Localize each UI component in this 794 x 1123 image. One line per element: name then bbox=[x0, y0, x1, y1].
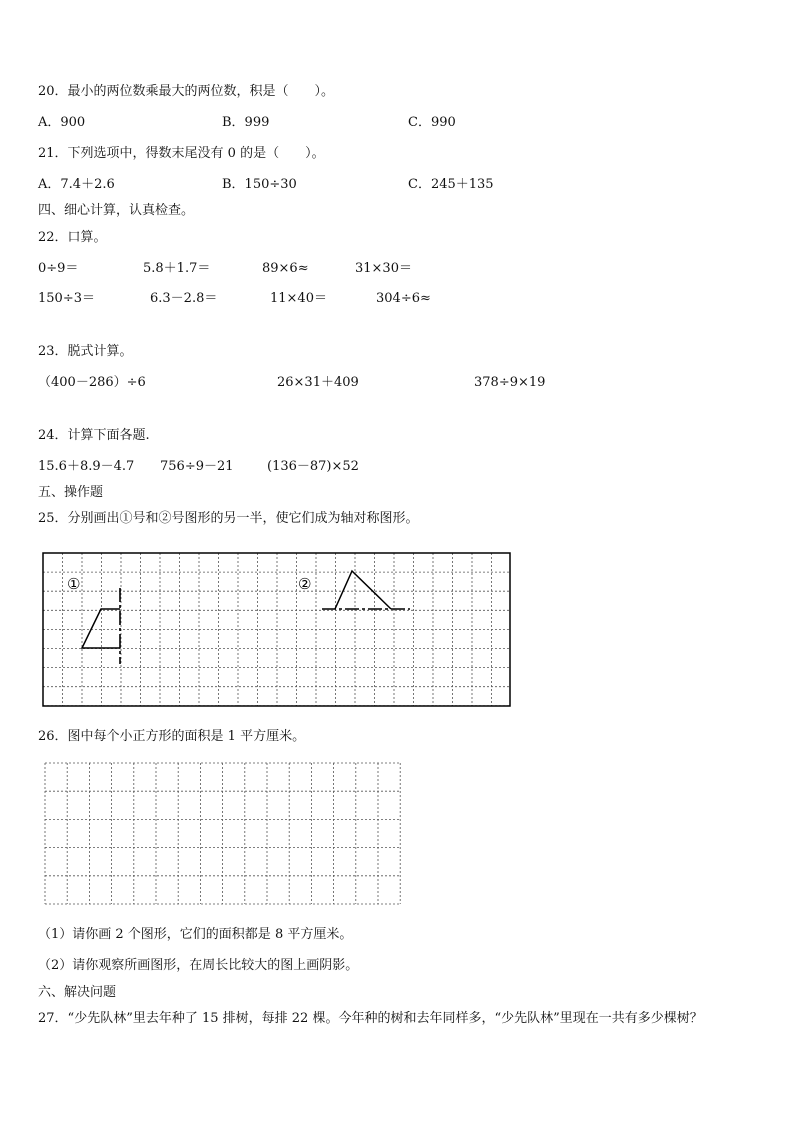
q22-item: 6.3－2.8＝ bbox=[150, 291, 218, 306]
q22-item: 150÷3＝ bbox=[38, 291, 95, 306]
q24-stem: 24．计算下面各题. bbox=[38, 428, 150, 443]
q26-sub1: （1）请你画 2 个图形，它们的面积都是 8 平方厘米。 bbox=[38, 927, 353, 942]
q25-stem: 25．分别画出①号和②号图形的另一半，使它们成为轴对称图形。 bbox=[38, 511, 419, 526]
q24-item: 756÷9－21 bbox=[160, 459, 234, 474]
q24-item: (136－87)×52 bbox=[267, 459, 359, 474]
q21-option-c: C．245＋135 bbox=[408, 177, 494, 192]
q21-option-b: B．150÷30 bbox=[222, 177, 297, 192]
q26-sub2: （2）请你观察所画图形，在周长比较大的图上画阴影。 bbox=[38, 958, 359, 973]
figure-label-2: ② bbox=[298, 575, 312, 593]
q22-item: 31×30＝ bbox=[355, 261, 412, 276]
q20-option-b: B．999 bbox=[222, 115, 270, 130]
q23-item: 378÷9×19 bbox=[474, 375, 546, 390]
q23-stem: 23．脱式计算。 bbox=[38, 344, 133, 359]
q20-stem: 20．最小的两位数乘最大的两位数，积是（ ）。 bbox=[38, 84, 335, 99]
q27-stem: 27．“少先队林”里去年种了 15 排树，每排 22 棵。今年种的树和去年同样多，“少先队林”里现在一共有多少棵树？ bbox=[38, 1011, 703, 1026]
section-heading-4: 四、细心计算，认真检查。 bbox=[38, 203, 195, 218]
q26-stem: 26．图中每个小正方形的面积是 1 平方厘米。 bbox=[38, 729, 306, 744]
q20-option-c: C．990 bbox=[408, 115, 456, 130]
section-heading-5: 五、操作题 bbox=[38, 485, 104, 500]
q23-item: （400－286）÷6 bbox=[38, 375, 146, 390]
q22-item: 89×6≈ bbox=[262, 261, 309, 276]
q21-option-a: A．7.4＋2.6 bbox=[38, 177, 115, 192]
q21-stem: 21．下列选项中，得数末尾没有 0 的是（ ）。 bbox=[38, 146, 325, 161]
q22-stem: 22．口算。 bbox=[38, 230, 107, 245]
q22-item: 11×40＝ bbox=[270, 291, 327, 306]
q20-option-a: A．900 bbox=[38, 115, 86, 130]
section-heading-6: 六、解决问题 bbox=[38, 985, 117, 1000]
q24-item: 15.6＋8.9－4.7 bbox=[38, 459, 135, 474]
figure-label-1: ① bbox=[67, 575, 81, 593]
q22-item: 0÷9＝ bbox=[38, 261, 79, 276]
q23-item: 26×31＋409 bbox=[277, 375, 359, 390]
q22-item: 304÷6≈ bbox=[376, 291, 431, 306]
q22-item: 5.8＋1.7＝ bbox=[143, 261, 211, 276]
